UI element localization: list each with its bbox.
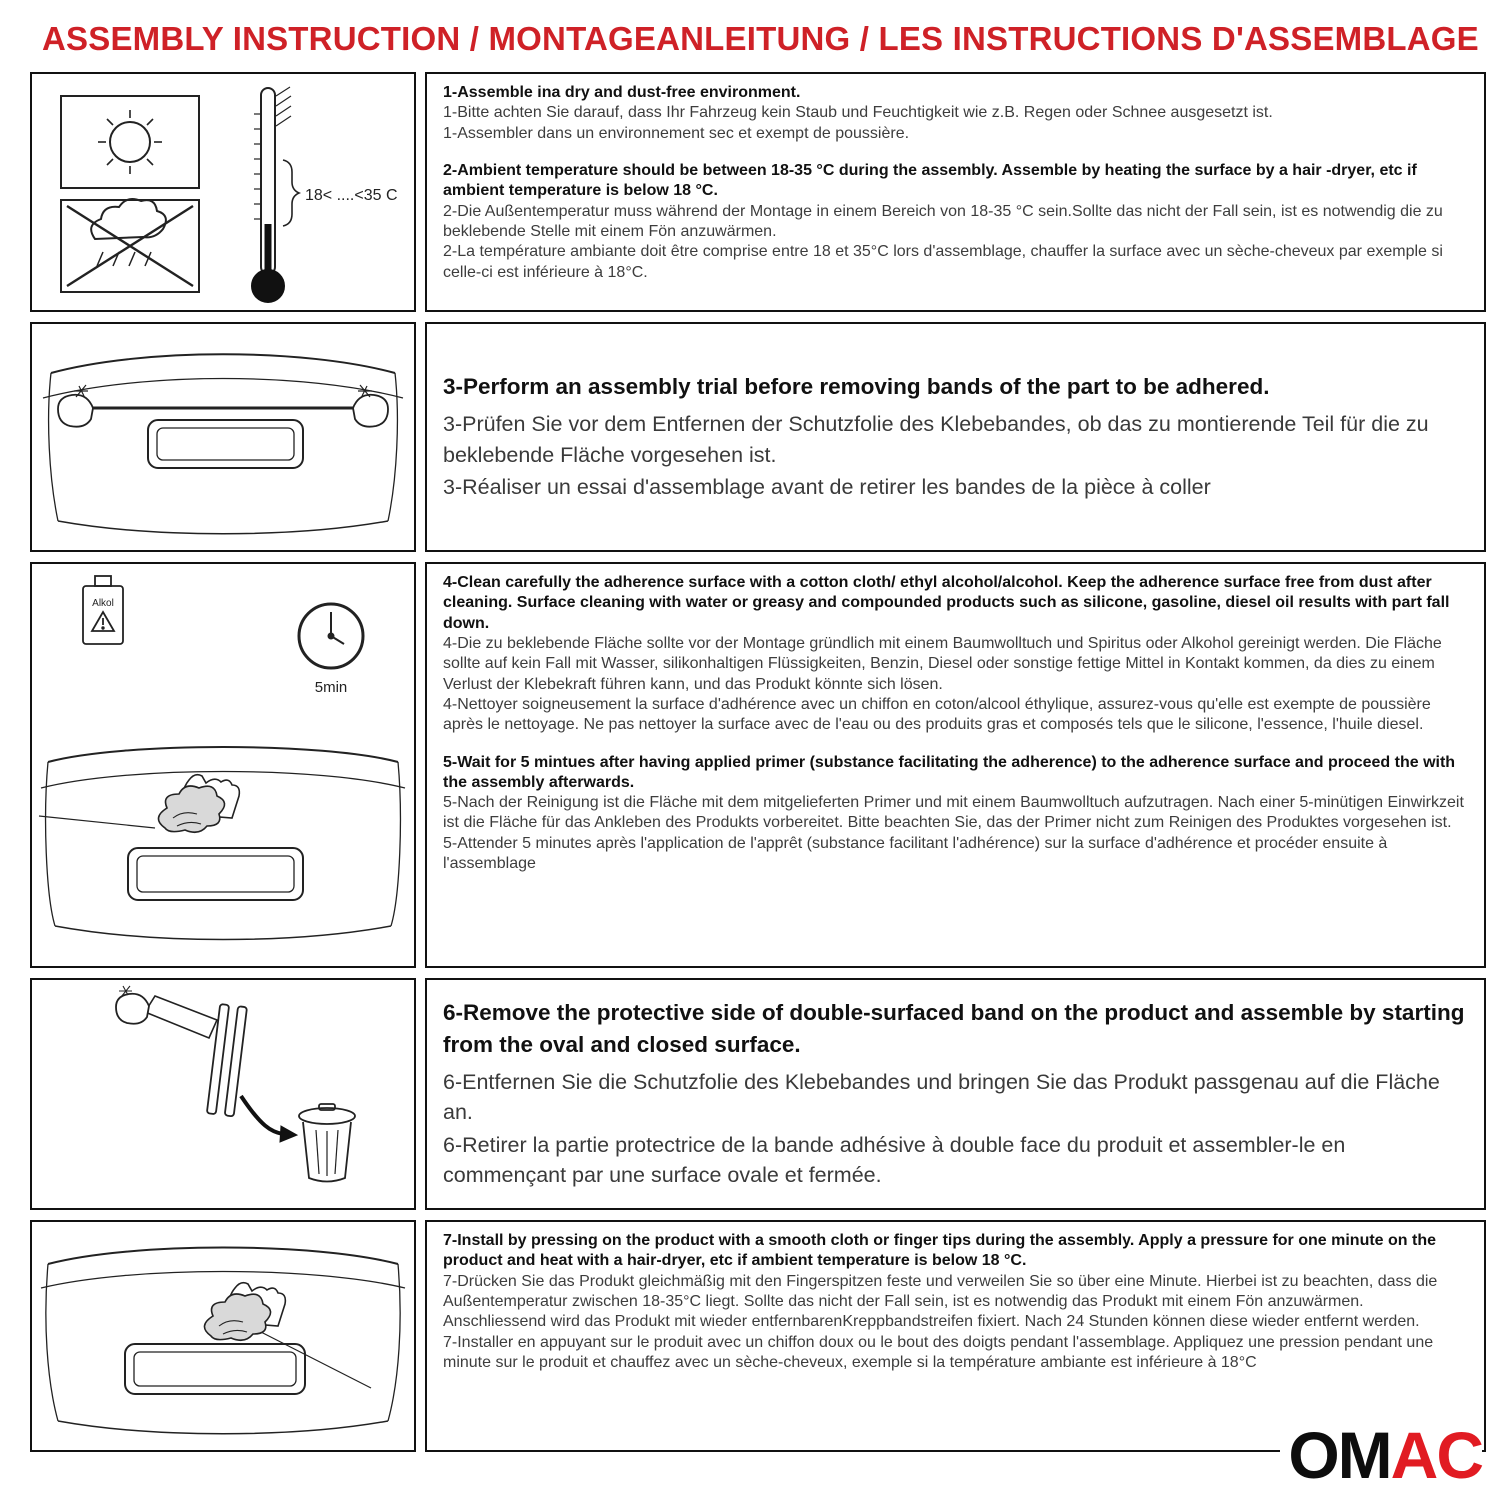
sparkle-icons [74, 385, 372, 397]
car-surface-outline [41, 1248, 405, 1434]
instruction-paragraph: 1-Bitte achten Sie darauf, dass Ihr Fahrzeug kein Staub und Feuchtigkeit wie z.B. Regen oder Schnee ausgesetzt ist. [443, 104, 1273, 122]
page-title: ASSEMBLY INSTRUCTION / MONTAGEANLEITUNG / LES INSTRUCTIONS D'ASSEMBLAGE [42, 20, 1479, 57]
alcohol-label: Alkol [92, 598, 114, 609]
section-environment [30, 72, 1486, 312]
cleaning-hand-icon [158, 775, 239, 833]
section-cleaning [30, 562, 1486, 968]
car-surface-outline [39, 747, 405, 940]
sun-icon [61, 96, 199, 188]
environment-illustration [30, 72, 416, 312]
instruction-paragraph: 5-Attender 5 minutes après l'application de l'apprêt (substance facilitant l'adhérence) sur la surface d'adhérence et procéder ensuite à l'assemblage [443, 834, 1388, 873]
instruction-paragraph: 7-Drücken Sie das Produkt gleichmäßig mit den Fingerspitzen feste und verweilen Sie so über eine Minute. Hierbei ist zu beachten, dass die Außentemperatur zwischen 18-35°C liegt. Sollte das nicht der Fall sein, ist es notwendig das Produkt mit einem Fön anzuwärmen. Anschliessend wird das Produkt mit wieder entfernbarenKreppbandstreifen fixiert. Nach 24 Stunden können diese wieder entfernt werden. [443, 1272, 1438, 1331]
instruction-paragraph: 7-Install by pressing on the product with a smooth cloth or finger tips during the assembly. Apply a pressure for one minute on the product and heat with a hair-dryer, etc if ambient temperature is below 18 °C. [443, 1232, 1436, 1270]
alcohol-bottle-icon [83, 576, 123, 644]
instruction-paragraph: 1-Assembler dans un environnement sec et exempt de poussière. [443, 124, 910, 142]
instruction-paragraph: 6-Retirer la partie protectrice de la bande adhésive à double face du produit et assembler-le en commençant par une surface ovale et fermée. [443, 1132, 1346, 1188]
temperature-range-label: 18< ....<35 C [305, 187, 398, 204]
warning-triangle-icon [92, 612, 114, 631]
no-rain-icon [61, 199, 199, 292]
thermometer-icon [252, 87, 299, 302]
instruction-paragraph: 6-Remove the protective side of double-surfaced band on the product and assemble by starting from the oval and closed surface. [443, 1000, 1465, 1057]
tape-removal-graphic [33, 984, 413, 1204]
remove-band-illustration [30, 978, 416, 1210]
section-press [30, 1220, 1486, 1452]
section-environment-text [425, 72, 1486, 312]
omac-logo-black-part: OM [1288, 1418, 1391, 1492]
instruction-paragraph: 1-Assemble ina dry and dust-free environment. [443, 84, 801, 101]
instruction-paragraph: 3-Perform an assembly trial before removing bands of the part to be adhered. [443, 374, 1270, 400]
environment-temperature-graphic [33, 76, 413, 308]
left-hand-icon [58, 395, 93, 427]
section-remove-band [30, 978, 1486, 1210]
section-cleaning-text [425, 562, 1486, 968]
hands-holding-strip-graphic [33, 328, 413, 546]
cleaning-illustration [30, 562, 416, 968]
press-illustration [30, 1220, 416, 1452]
section-remove-band-text [425, 978, 1486, 1210]
instruction-paragraph: 7-Installer en appuyant sur le produit avec un chiffon doux ou le bout des doigts pendant l'assemblage. Appliquez une pression pendant une minute sur le produit et chauffez avec un sèche-cheveux, exemple si la température ambiante est inférieure à 18°C [443, 1333, 1434, 1371]
pressing-hand-icon [204, 1283, 285, 1341]
instruction-paragraph: 6-Entfernen Sie die Schutzfolie des Klebebandes und bringen Sie das Produkt passgenau auf die Fläche an. [443, 1069, 1440, 1125]
car-surface-outline [43, 354, 403, 534]
section-trial-text [425, 322, 1486, 552]
clock-icon [299, 604, 363, 668]
omac-logo-red-part: AC [1390, 1418, 1482, 1492]
instruction-paragraph: 3-Prüfen Sie vor dem Entfernen der Schutzfolie des Klebebandes, ob das zu montierende Teil für die zu beklebende Fläche vorgesehen ist. [443, 412, 1429, 467]
instruction-paragraph: 2-Ambient temperature should be between 18-35 °C during the assembly. Assemble by heating the surface by a hair -dryer, etc if ambient temperature is below 18 °C. [443, 161, 1417, 200]
instruction-paragraph: 5-Wait for 5 mintues after having applied primer (substance facilitating the adherence) to the adherence surface and proceed the with the assembly afterwards. [443, 753, 1456, 791]
peeled-liner [145, 996, 217, 1038]
cleaning-graphic [33, 566, 413, 964]
instruction-paragraph: 4-Die zu beklebende Fläche sollte vor der Montage gründlich mit einem Baumwolltuch und Spiritus oder Alkohol gereinigt werden. Die Fläche sollte auf kein Fall mit Wasser, silikonhaltigen Flüssigkeiten, Benzin, Diesel oder sonstige fettige Mittel in Kontakt kommen, da dies zu einem Verlust der Klebekraft führen kann, und das Produkt könnte sich lösen. [443, 634, 1442, 693]
trash-bin-icon [299, 1104, 355, 1182]
instruction-paragraph: 4-Clean carefully the adherence surface with a cotton cloth/ ethyl alcohol/alcohol. Keep the adherence surface free from dust after cleaning. Surface cleaning with water or greasy and compounded products such as silicone, gasoline, diesel oil results with part fall down. [443, 574, 1450, 632]
instruction-paragraph: 5-Nach der Reinigung ist die Fläche mit dem mitgelieferten Primer und mit einem Baumwolltuch aufzutragen. Nach einer 5-minütigen Einwirkzeit ist die Fläche für das Ankleben des Produkts vorbereitet. Bitte beachten Sie, das der Primer nicht zum Reinigen des Produktes vorgesehen ist. [443, 794, 1464, 832]
pressing-hand-graphic [33, 1226, 413, 1446]
right-hand-icon [353, 395, 388, 427]
peeling-hand-icon [116, 986, 149, 1024]
instruction-paragraph: 4-Nettoyer soigneusement la surface d'adhérence avec un chiffon en coton/alcool éthylique, assurez-vous qu'elle est exempte de poussière après le nettoyage. Ne pas nettoyer la surface avec de l'eau ou des produits gras et composés tels que le silicone, l'essence, l'huile diesel. [443, 695, 1431, 734]
instruction-paragraph: 2-Die Außentemperatur muss während der Montage in einem Bereich von 18-35 °C sein.Sollte das nicht der Fall sein, ist es notwendig die zu beklebende Stelle mit einem Fön anzuwärmen. [443, 202, 1443, 240]
section-trial [30, 322, 1486, 552]
instruction-paragraph: 2-La température ambiante doit être comprise entre 18 et 35°C lors d'assemblage, chauffer la surface avec un sèche-cheveux par exemple si celle-ci est inférieure à 18°C. [443, 243, 1443, 281]
arrow-to-bin [241, 1096, 297, 1142]
instruction-paragraph: 3-Réaliser un essai d'assemblage avant de retirer les bandes de la pièce à coller [443, 475, 1211, 500]
omac-logo [1280, 1418, 1482, 1492]
five-minutes-label: 5min [314, 679, 348, 696]
trial-illustration [30, 322, 416, 552]
